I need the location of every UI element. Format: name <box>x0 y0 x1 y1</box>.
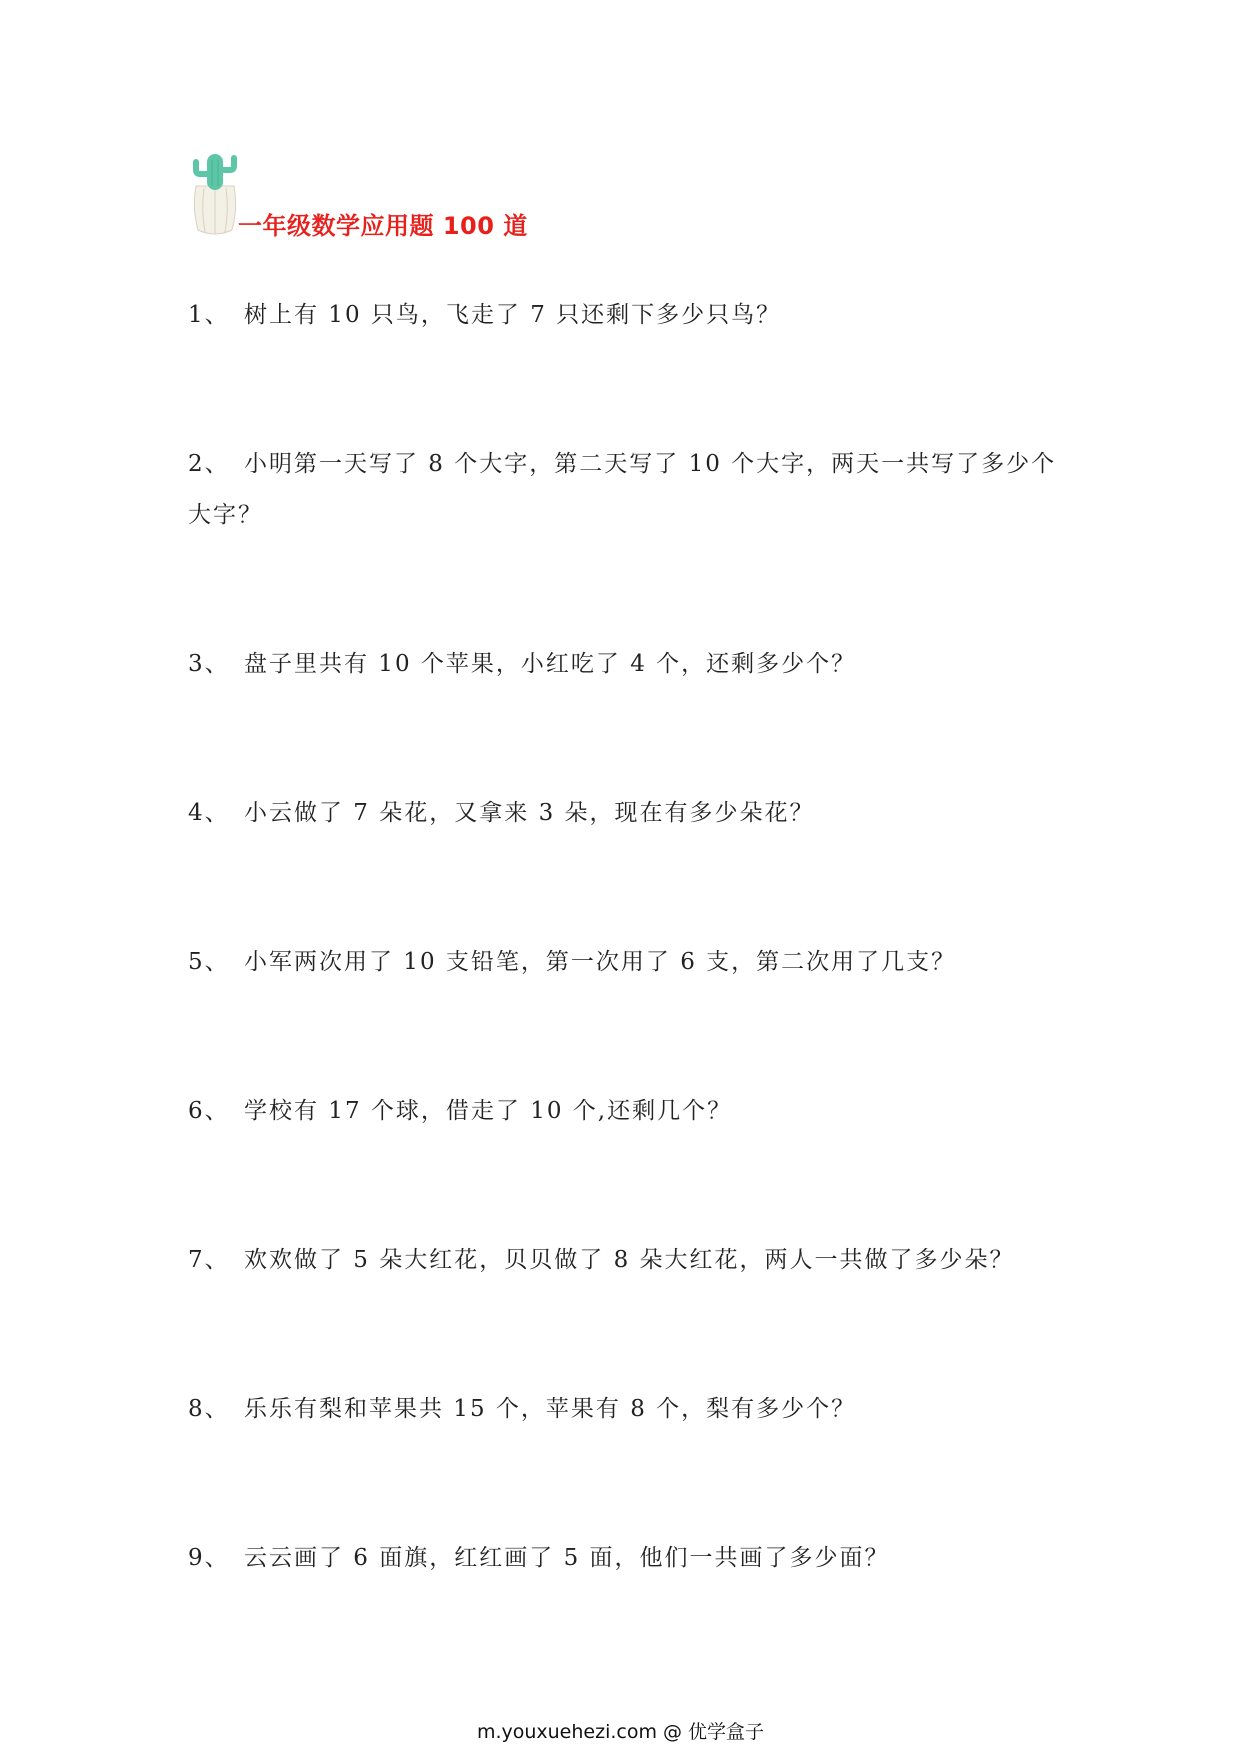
worksheet-header <box>190 148 790 240</box>
question-item <box>188 639 1068 690</box>
question-item <box>188 788 1068 839</box>
question-number: 5、 <box>188 949 230 975</box>
question-text: 盘子里共有 10 个苹果，小红吃了 4 个，还剩多少个？ <box>244 651 857 677</box>
question-number: 9、 <box>188 1545 230 1571</box>
question-item <box>188 1533 1068 1584</box>
question-number: 4、 <box>188 800 230 826</box>
footer-watermark: m.youxuehezi.com @ 优学盒子 <box>476 1721 765 1743</box>
question-item <box>188 439 1068 541</box>
question-text: 云云画了 6 面旗，红红画了 5 面，他们一共画了多少面？ <box>244 1545 890 1571</box>
cactus-pot-icon <box>190 148 240 238</box>
question-item <box>188 290 1068 341</box>
question-item <box>188 937 1068 988</box>
question-number: 2、 <box>188 451 230 477</box>
question-number: 1、 <box>188 302 230 328</box>
question-text: 欢欢做了 5 朵大红花，贝贝做了 8 朵大红花，两人一共做了多少朵？ <box>244 1247 1015 1273</box>
question-text: 小军两次用了 10 支铅笔，第一次用了 6 支，第二次用了几支？ <box>244 949 957 975</box>
question-number: 6、 <box>188 1098 230 1124</box>
question-number: 7、 <box>188 1247 230 1273</box>
question-text: 学校有 17 个球，借走了 10 个,还剩几个？ <box>244 1098 733 1124</box>
worksheet-title: 一年级数学应用题 100 道 <box>238 212 528 240</box>
question-item <box>188 1235 1068 1286</box>
question-text: 小云做了 7 朵花，又拿来 3 朵，现在有多少朵花？ <box>244 800 815 826</box>
question-number: 3、 <box>188 651 230 677</box>
question-item <box>188 1086 1068 1137</box>
question-list <box>188 290 1068 1584</box>
question-item <box>188 1384 1068 1435</box>
question-number: 8、 <box>188 1396 230 1422</box>
question-text: 树上有 10 只鸟，飞走了 7 只还剩下多少只鸟？ <box>244 302 782 328</box>
question-text: 小明第一天写了 8 个大字，第二天写了 10 个大字，两天一共写了多少个大字？ <box>188 451 1057 528</box>
question-text: 乐乐有梨和苹果共 15 个，苹果有 8 个，梨有多少个？ <box>244 1396 857 1422</box>
